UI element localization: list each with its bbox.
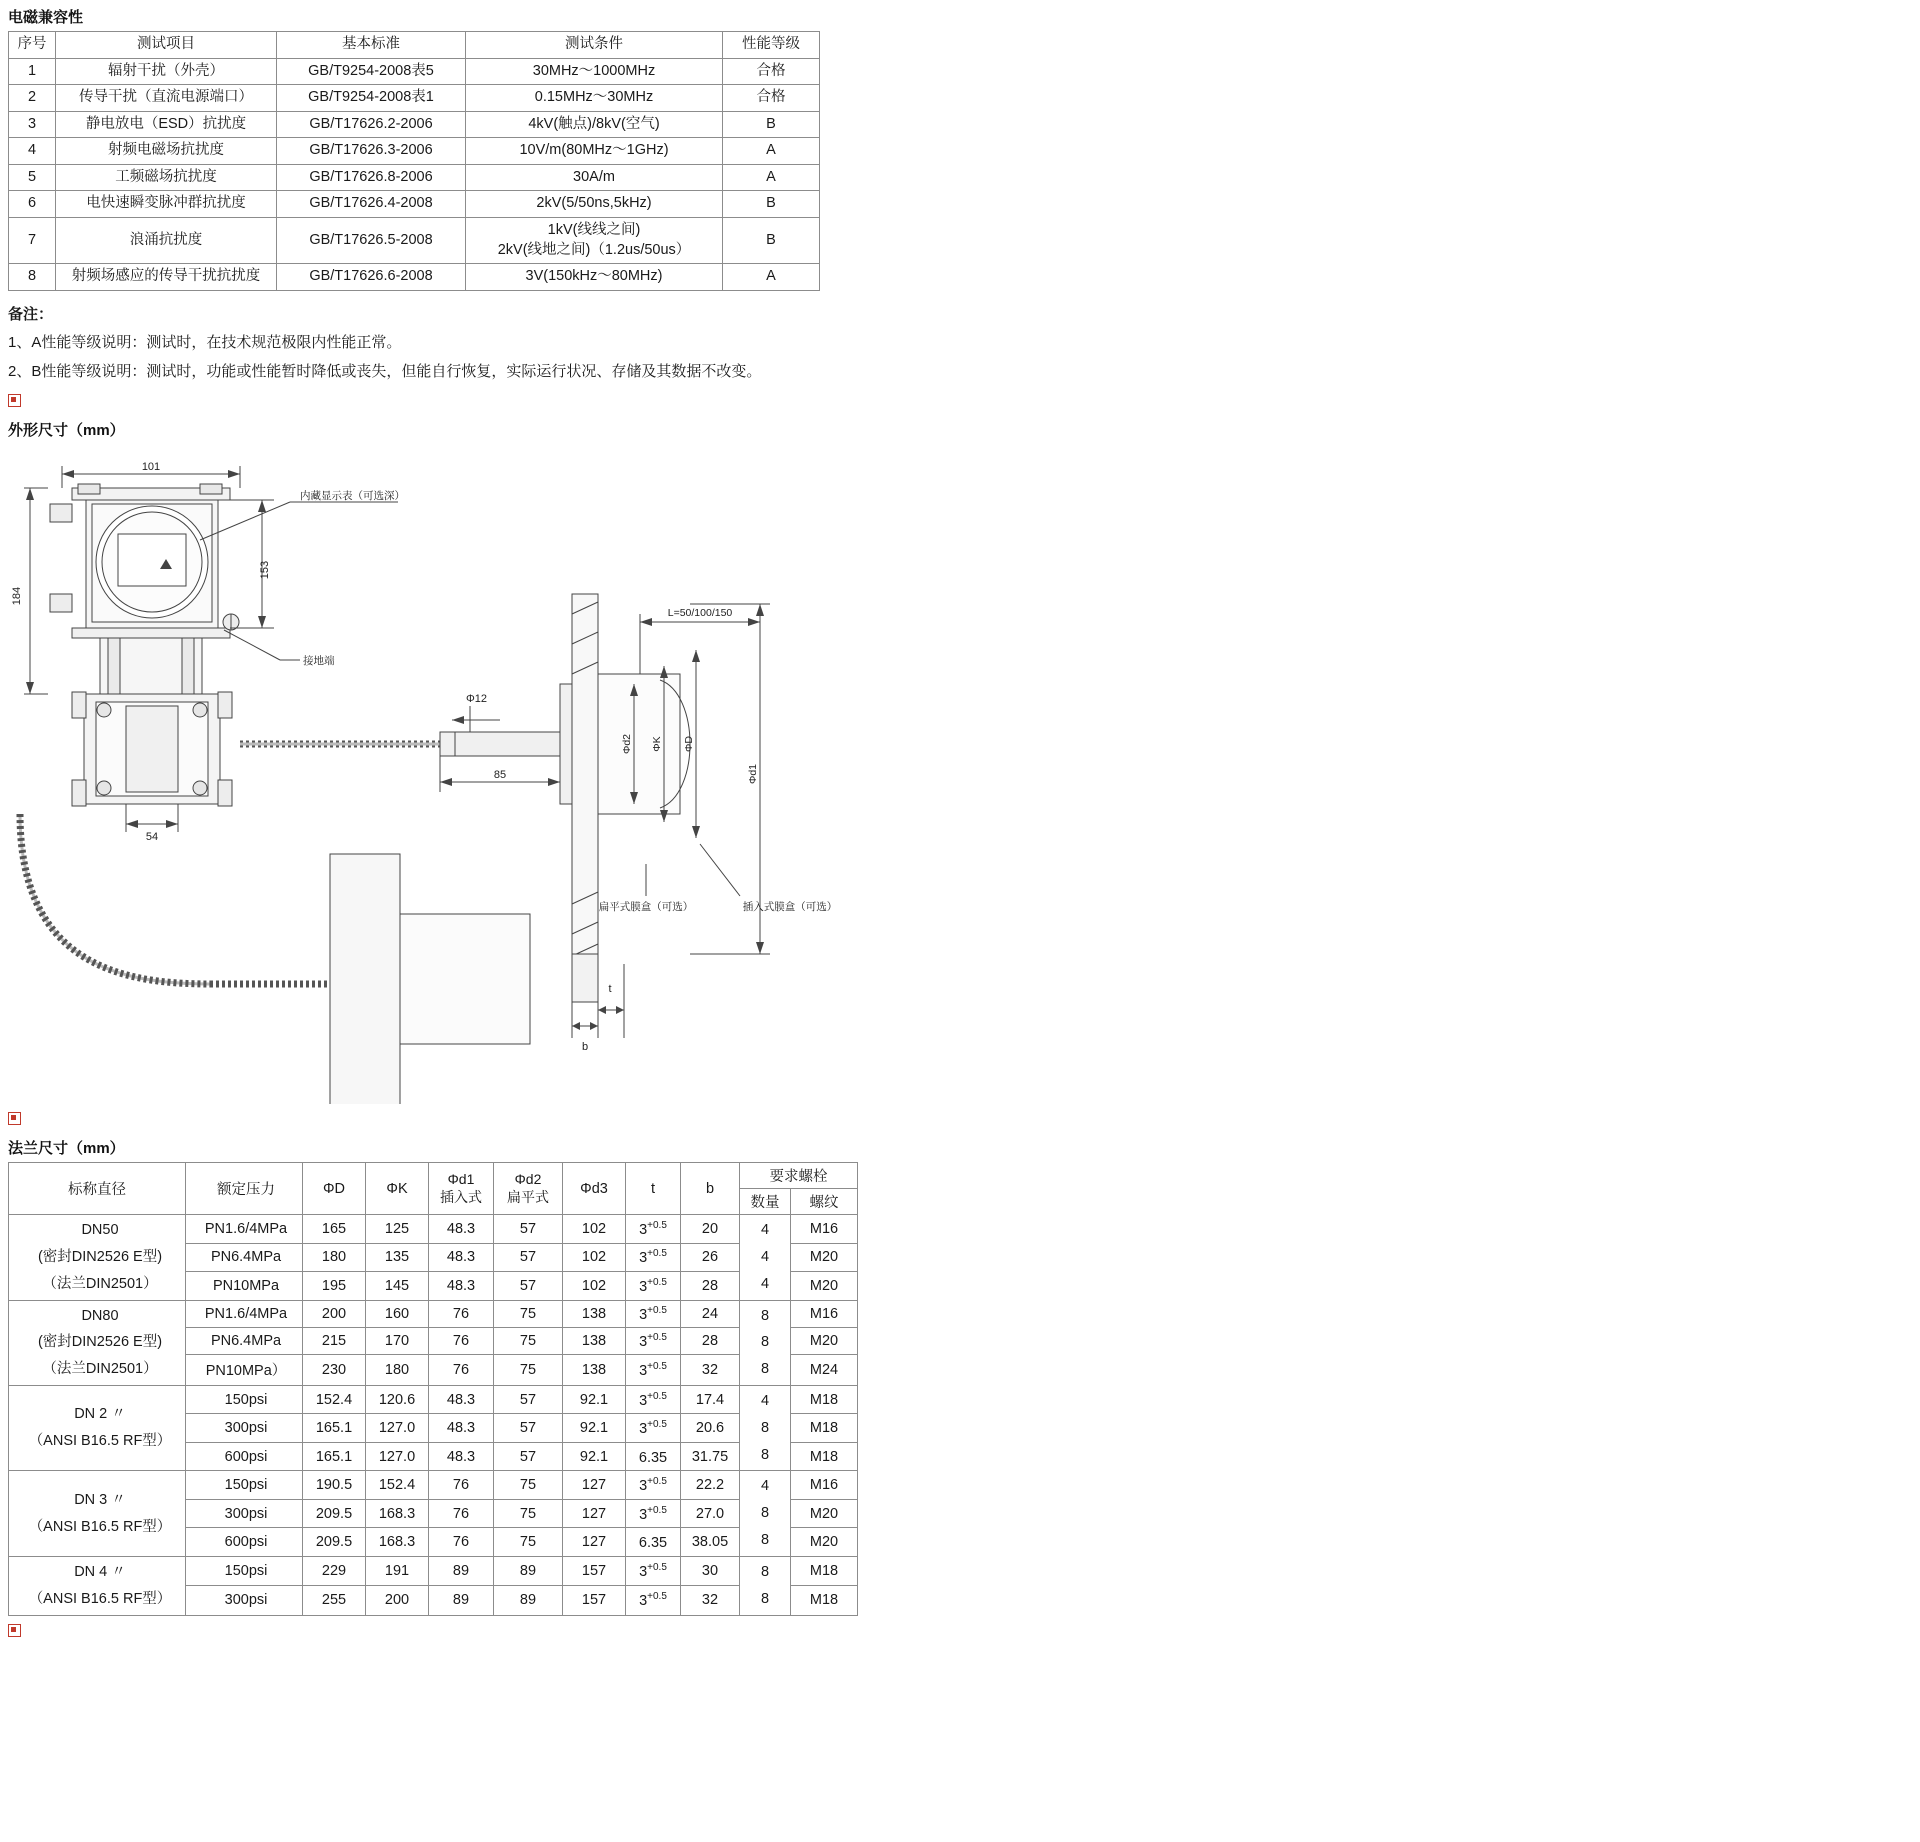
flange-cell-D: 209.5 (303, 1499, 366, 1527)
emc-cell-standard: GB/T17626.8-2006 (277, 164, 466, 191)
outline-dimension-drawing (0, 444, 1920, 1104)
flange-group-name-line1: DN50 (81, 1222, 119, 1239)
flange-header-d1-sub: 插入式 (440, 1188, 482, 1205)
flange-cell-pressure: PN10MPa (186, 1272, 303, 1301)
flange-cell-d2: 75 (494, 1499, 563, 1527)
note-line-1: 1、A性能等级说明：测试时，在技术规范极限内性能正常。 (8, 334, 402, 352)
flange-cell-b: 30 (681, 1556, 740, 1585)
flange-cell-d1: 48.3 (429, 1272, 494, 1301)
flange-cell-b: 27.0 (681, 1499, 740, 1527)
flange-cell-pressure: PN1.6/4MPa (186, 1215, 303, 1243)
emc-cell-standard: GB/T17626.5-2008 (277, 217, 466, 263)
flange-qty-1: 4 (760, 1478, 770, 1495)
flange-group-name (9, 1215, 186, 1300)
emc-section-title: 电磁兼容性 (8, 9, 84, 26)
emc-cell-grade: B (723, 217, 820, 263)
flange-cell-d1: 76 (429, 1327, 494, 1354)
flange-group-name-line2: （ANSI B16.5 RF型） (28, 1518, 172, 1535)
flange-header-d1-main: Φd1 (447, 1171, 475, 1188)
flange-cell-d1: 48.3 (429, 1243, 494, 1271)
flange-cell-pressure: 300psi (186, 1586, 303, 1615)
emc-cell-no: 5 (9, 164, 56, 191)
flange-cell-d2: 57 (494, 1386, 563, 1414)
emc-condition-line1: 1kV(线线之间) (547, 221, 641, 238)
flange-cell-b: 32 (681, 1586, 740, 1615)
flange-qty-2: 4 (760, 1248, 770, 1265)
flange-cell-D: 152.4 (303, 1386, 366, 1414)
flange-cell-d2: 57 (494, 1272, 563, 1301)
flange-cell-d2: 89 (494, 1556, 563, 1585)
emc-cell-no: 6 (9, 191, 56, 218)
flange-cell-b: 24 (681, 1300, 740, 1327)
dim-label-t: t (608, 983, 612, 996)
flange-cell-qty (740, 1471, 791, 1556)
flange-cell-t (626, 1300, 681, 1327)
emc-cell-standard: GB/T9254-2008表5 (277, 58, 466, 85)
emc-cell-condition: 0.15MHz～30MHz (466, 85, 723, 112)
flange-group-name (9, 1386, 186, 1471)
emc-cell-condition: 4kV(触点)/8kV(空气) (466, 111, 723, 138)
flange-header-bolt: 要求螺栓 (740, 1163, 858, 1189)
flange-header-D: ΦD (303, 1163, 366, 1215)
flange-cell-b: 20.6 (681, 1414, 740, 1442)
flange-cell-pressure: 150psi (186, 1556, 303, 1585)
table-row (9, 217, 820, 263)
dim-label-phiD: ΦD (683, 736, 695, 753)
flange-cell-pressure: 300psi (186, 1414, 303, 1442)
flange-cell-d1: 48.3 (429, 1442, 494, 1471)
emc-cell-item: 工频磁场抗扰度 (56, 164, 277, 191)
flange-cell-t (626, 1215, 681, 1243)
flange-cell-D: 165.1 (303, 1414, 366, 1442)
flange-qty-1: 8 (760, 1563, 770, 1580)
flange-cell-qty (740, 1386, 791, 1471)
table-row (9, 264, 820, 291)
flange-group-name (9, 1471, 186, 1556)
flange-cell-t-tol: +0.5 (647, 1331, 667, 1343)
flange-cell-K: 152.4 (366, 1471, 429, 1499)
notes-heading: 备注： (8, 305, 54, 323)
flange-cell-thread: M16 (791, 1300, 858, 1327)
emc-cell-standard: GB/T17626.4-2008 (277, 191, 466, 218)
emc-cell-no: 8 (9, 264, 56, 291)
flange-qty-3: 8 (760, 1361, 770, 1378)
flange-cell-t-tol: +0.5 (647, 1476, 667, 1488)
flange-cell-K: 125 (366, 1215, 429, 1243)
emc-cell-standard: GB/T9254-2008表1 (277, 85, 466, 112)
flange-cell-pressure: 300psi (186, 1499, 303, 1527)
flange-header-qty: 数量 (740, 1189, 791, 1215)
flange-cell-K: 145 (366, 1272, 429, 1301)
flange-cell-t-value: 3 (639, 1278, 648, 1295)
flange-cell-t-tol: +0.5 (647, 1390, 667, 1402)
emc-cell-no: 4 (9, 138, 56, 165)
emc-cell-item: 浪涌抗扰度 (56, 217, 277, 263)
emc-cell-grade: A (723, 164, 820, 191)
flange-header-d2 (494, 1163, 563, 1215)
emc-cell-condition: 10V/m(80MHz～1GHz) (466, 138, 723, 165)
flange-cell-pressure: 150psi (186, 1471, 303, 1499)
flange-cell-pressure: PN1.6/4MPa (186, 1300, 303, 1327)
flange-cell-pressure: PN6.4MPa (186, 1243, 303, 1271)
dim-label-153: 153 (259, 560, 271, 580)
emc-header-grade: 性能等级 (723, 32, 820, 59)
flange-cell-D: 165 (303, 1215, 366, 1243)
flange-cell-t (626, 1272, 681, 1301)
emc-cell-no: 2 (9, 85, 56, 112)
flange-cell-t (626, 1499, 681, 1527)
table-row (9, 1556, 858, 1585)
flange-group-name-line1: DN 4 〃 (74, 1563, 126, 1580)
flange-cell-pressure: 150psi (186, 1386, 303, 1414)
table-row (9, 1215, 858, 1243)
emc-cell-item: 传导干扰（直流电源端口） (56, 85, 277, 112)
flange-cell-thread: M20 (791, 1272, 858, 1301)
flange-cell-d3: 157 (563, 1556, 626, 1585)
flange-cell-b: 32 (681, 1354, 740, 1385)
flange-cell-t-tol: +0.5 (647, 1304, 667, 1316)
flange-qty-3: 4 (760, 1275, 770, 1292)
flange-group-name-line2: (密封DIN2526 E型) (37, 1248, 163, 1265)
flange-cell-d2: 57 (494, 1215, 563, 1243)
flange-qty-3: 8 (760, 1532, 770, 1549)
flange-group-name-line1: DN 3 〃 (74, 1491, 126, 1508)
flange-cell-thread: M16 (791, 1215, 858, 1243)
emc-cell-no: 7 (9, 217, 56, 263)
flange-group-name-line1: DN 2 〃 (74, 1406, 126, 1423)
flange-cell-K: 200 (366, 1586, 429, 1615)
flange-cell-t-value: 6.35 (638, 1449, 668, 1466)
flange-header-thread: 螺纹 (791, 1189, 858, 1215)
flange-cell-d1: 89 (429, 1556, 494, 1585)
flange-cell-D: 229 (303, 1556, 366, 1585)
flange-cell-t-value: 3 (639, 1250, 648, 1267)
flange-cell-thread: M20 (791, 1243, 858, 1271)
flange-cell-K: 120.6 (366, 1386, 429, 1414)
flange-group-name-line2: （ANSI B16.5 RF型） (28, 1590, 172, 1607)
emc-cell-item: 辐射干扰（外壳） (56, 58, 277, 85)
flange-cell-t-value: 3 (639, 1421, 648, 1438)
emc-cell-grade: 合格 (723, 58, 820, 85)
emc-cell-grade: A (723, 138, 820, 165)
flange-qty-1: 8 (760, 1307, 770, 1324)
flange-header-d2-sub: 扁平式 (507, 1188, 549, 1205)
flange-cell-t-value: 3 (639, 1333, 648, 1350)
flange-cell-thread: M18 (791, 1386, 858, 1414)
flange-cell-d2: 75 (494, 1327, 563, 1354)
dim-label-L: L=50/100/150 (667, 607, 733, 620)
flange-cell-b: 28 (681, 1272, 740, 1301)
dim-label-phid2: Φd2 (621, 734, 633, 755)
table-row (9, 58, 820, 85)
flange-cell-d3: 102 (563, 1272, 626, 1301)
flange-cell-d2: 89 (494, 1586, 563, 1615)
label-hidden-display: 内藏显示表（可选深） (300, 490, 405, 503)
dim-label-phiK: ΦK (651, 736, 663, 752)
flange-cell-t-tol: +0.5 (647, 1591, 667, 1603)
flange-cell-t-tol: +0.5 (647, 1219, 667, 1231)
flange-cell-t-tol: +0.5 (647, 1248, 667, 1260)
flange-cell-t-value: 3 (639, 1221, 648, 1238)
emc-cell-item: 静电放电（ESD）抗扰度 (56, 111, 277, 138)
flange-qty-2: 8 (760, 1334, 770, 1351)
emc-cell-condition (466, 217, 723, 263)
flange-cell-d3: 127 (563, 1528, 626, 1557)
flange-cell-d1: 76 (429, 1528, 494, 1557)
flange-cell-t-value: 3 (639, 1478, 648, 1495)
label-ground-terminal: 接地端 (303, 655, 335, 668)
flange-cell-thread: M18 (791, 1586, 858, 1615)
flange-cell-t-tol: +0.5 (647, 1276, 667, 1288)
flange-cell-t-tol: +0.5 (647, 1562, 667, 1574)
flange-qty-2: 8 (760, 1590, 770, 1607)
flange-qty-3: 8 (760, 1446, 770, 1463)
emc-header-standard: 基本标准 (277, 32, 466, 59)
emc-cell-no: 3 (9, 111, 56, 138)
flange-group-name (9, 1556, 186, 1615)
flange-cell-d3: 127 (563, 1499, 626, 1527)
emc-cell-item: 电快速瞬变脉冲群抗扰度 (56, 191, 277, 218)
flange-cell-d3: 102 (563, 1243, 626, 1271)
flange-cell-d3: 138 (563, 1300, 626, 1327)
flange-cell-thread: M24 (791, 1354, 858, 1385)
flange-cell-thread: M20 (791, 1499, 858, 1527)
flange-section-title: 法兰尺寸（mm） (8, 1140, 125, 1158)
flange-cell-t (626, 1471, 681, 1499)
flange-cell-t (626, 1386, 681, 1414)
dim-label-101: 101 (141, 461, 161, 474)
flange-header-d2-main: Φd2 (514, 1171, 542, 1188)
flange-cell-d1: 48.3 (429, 1215, 494, 1243)
table-row (9, 1471, 858, 1499)
flange-group-name-line1: DN80 (81, 1307, 119, 1324)
flange-cell-t-value: 3 (639, 1563, 648, 1580)
emc-cell-standard: GB/T17626.2-2006 (277, 111, 466, 138)
flange-group-name (9, 1300, 186, 1385)
dim-label-phid1: Φd1 (747, 764, 759, 785)
flange-header-d1 (429, 1163, 494, 1215)
flange-cell-D: 195 (303, 1272, 366, 1301)
flange-cell-t (626, 1243, 681, 1271)
emc-cell-grade: A (723, 264, 820, 291)
flange-cell-t-value: 3 (639, 1306, 648, 1323)
emc-cell-standard: GB/T17626.3-2006 (277, 138, 466, 165)
flange-cell-t (626, 1586, 681, 1615)
flange-cell-d3: 127 (563, 1471, 626, 1499)
flange-cell-thread: M20 (791, 1528, 858, 1557)
flange-cell-d2: 75 (494, 1300, 563, 1327)
emc-cell-condition: 30A/m (466, 164, 723, 191)
table-row (9, 164, 820, 191)
flange-cell-K: 127.0 (366, 1414, 429, 1442)
flange-cell-d2: 57 (494, 1414, 563, 1442)
emc-cell-grade: 合格 (723, 85, 820, 112)
flange-cell-qty (740, 1556, 791, 1615)
flange-cell-thread: M16 (791, 1471, 858, 1499)
flange-cell-d3: 92.1 (563, 1414, 626, 1442)
flange-cell-d3: 138 (563, 1327, 626, 1354)
emc-cell-condition: 2kV(5/50ns,5kHz) (466, 191, 723, 218)
table-header-row (9, 32, 820, 59)
flange-cell-d1: 48.3 (429, 1386, 494, 1414)
label-insert-diaphragm: 插入式膜盒（可选） (742, 901, 838, 914)
dim-label-b: b (581, 1041, 589, 1054)
label-flat-diaphragm: 扁平式膜盒（可选） (598, 901, 694, 914)
emc-cell-item: 射频电磁场抗扰度 (56, 138, 277, 165)
flange-cell-qty (740, 1300, 791, 1385)
emc-cell-grade: B (723, 111, 820, 138)
flange-cell-d3: 102 (563, 1215, 626, 1243)
flange-cell-D: 190.5 (303, 1471, 366, 1499)
flange-cell-d2: 75 (494, 1354, 563, 1385)
table-header-row (9, 1163, 858, 1189)
flange-cell-D: 230 (303, 1354, 366, 1385)
flange-qty-2: 8 (760, 1419, 770, 1436)
flange-cell-K: 168.3 (366, 1528, 429, 1557)
notes-block (8, 301, 1920, 387)
flange-cell-t (626, 1556, 681, 1585)
flange-cell-K: 191 (366, 1556, 429, 1585)
flange-dimension-table (8, 1162, 858, 1615)
flange-cell-D: 209.5 (303, 1528, 366, 1557)
flange-cell-pressure: PN6.4MPa (186, 1327, 303, 1354)
flange-cell-b: 38.05 (681, 1528, 740, 1557)
flange-cell-b: 20 (681, 1215, 740, 1243)
broken-image-icon (8, 394, 21, 407)
flange-group-name-line3: （法兰DIN2501） (42, 1361, 158, 1378)
flange-group-name-line2: (密封DIN2526 E型) (37, 1334, 163, 1351)
flange-qty-1: 4 (760, 1222, 770, 1239)
flange-cell-d2: 75 (494, 1528, 563, 1557)
emc-header-condition: 测试条件 (466, 32, 723, 59)
flange-header-pressure: 额定压力 (186, 1163, 303, 1215)
emc-cell-condition: 30MHz～1000MHz (466, 58, 723, 85)
flange-cell-pressure: 600psi (186, 1528, 303, 1557)
flange-cell-b: 22.2 (681, 1471, 740, 1499)
flange-cell-D: 180 (303, 1243, 366, 1271)
flange-cell-D: 165.1 (303, 1442, 366, 1471)
flange-header-t: t (626, 1163, 681, 1215)
flange-cell-D: 255 (303, 1586, 366, 1615)
flange-cell-K: 127.0 (366, 1442, 429, 1471)
dim-label-184: 184 (11, 586, 23, 606)
flange-cell-d1: 76 (429, 1499, 494, 1527)
flange-cell-pressure: PN10MPa） (186, 1354, 303, 1385)
flange-cell-D: 200 (303, 1300, 366, 1327)
flange-cell-t-value: 3 (639, 1506, 648, 1523)
flange-header-K: ΦK (366, 1163, 429, 1215)
flange-group-name-line2: （ANSI B16.5 RF型） (28, 1433, 172, 1450)
flange-cell-d2: 75 (494, 1471, 563, 1499)
emc-table (8, 31, 820, 291)
dimensions-section-title: 外形尺寸（mm） (8, 422, 125, 440)
flange-cell-b: 26 (681, 1243, 740, 1271)
flange-cell-t-tol: +0.5 (647, 1504, 667, 1516)
flange-cell-K: 180 (366, 1354, 429, 1385)
flange-qty-1: 4 (760, 1393, 770, 1409)
table-row (9, 85, 820, 112)
table-row (9, 191, 820, 218)
emc-cell-no: 1 (9, 58, 56, 85)
flange-cell-K: 170 (366, 1327, 429, 1354)
broken-image-icon-3 (8, 1624, 21, 1637)
emc-condition-line2: 2kV(线地之间)（1.2us/50us） (497, 241, 691, 258)
broken-image-icon-2 (8, 1112, 21, 1125)
flange-cell-thread: M18 (791, 1414, 858, 1442)
note-line-2: 2、B性能等级说明：测试时，功能或性能暂时降低或丧失，但能自行恢复，实际运行状况、存储及其数据不改变。 (8, 362, 762, 380)
dim-label-phi12: Φ12 (466, 693, 488, 706)
flange-qty-2: 8 (760, 1505, 770, 1522)
table-row (9, 1300, 858, 1327)
emc-cell-item: 射频场感应的传导干扰抗扰度 (56, 264, 277, 291)
flange-cell-t (626, 1528, 681, 1557)
flange-cell-d1: 76 (429, 1300, 494, 1327)
flange-cell-t-value: 6.35 (638, 1535, 668, 1552)
emc-header-item: 测试项目 (56, 32, 277, 59)
flange-cell-d3: 138 (563, 1354, 626, 1385)
flange-cell-t (626, 1414, 681, 1442)
emc-header-no: 序号 (9, 32, 56, 59)
flange-cell-D: 215 (303, 1327, 366, 1354)
flange-cell-b: 28 (681, 1327, 740, 1354)
dim-label-85: 85 (493, 769, 507, 782)
flange-cell-d2: 57 (494, 1442, 563, 1471)
flange-cell-t-tol: +0.5 (647, 1361, 667, 1373)
flange-cell-d1: 48.3 (429, 1414, 494, 1442)
flange-cell-K: 168.3 (366, 1499, 429, 1527)
table-row (9, 1386, 858, 1414)
document-page (0, 6, 1920, 1643)
flange-header-b: b (681, 1163, 740, 1215)
flange-cell-thread: M18 (791, 1442, 858, 1471)
flange-cell-t (626, 1327, 681, 1354)
flange-cell-thread: M20 (791, 1327, 858, 1354)
flange-cell-qty (740, 1215, 791, 1300)
flange-cell-K: 160 (366, 1300, 429, 1327)
dim-label-54: 54 (145, 831, 159, 844)
flange-cell-d3: 92.1 (563, 1386, 626, 1414)
flange-group-name-line3: （法兰DIN2501） (42, 1275, 158, 1292)
flange-cell-d3: 157 (563, 1586, 626, 1615)
emc-cell-grade: B (723, 191, 820, 218)
flange-cell-t-value: 3 (639, 1362, 648, 1379)
flange-cell-b: 31.75 (681, 1442, 740, 1471)
emc-cell-standard: GB/T17626.6-2008 (277, 264, 466, 291)
table-row (9, 138, 820, 165)
flange-cell-t-tol: +0.5 (647, 1419, 667, 1431)
flange-cell-t-value: 3 (639, 1593, 648, 1610)
flange-cell-b: 17.4 (681, 1386, 740, 1414)
flange-cell-thread: M18 (791, 1556, 858, 1585)
flange-cell-d3: 92.1 (563, 1442, 626, 1471)
flange-cell-t-value: 3 (639, 1392, 648, 1409)
flange-header-name: 标称直径 (9, 1163, 186, 1215)
flange-cell-K: 135 (366, 1243, 429, 1271)
flange-cell-d1: 76 (429, 1354, 494, 1385)
flange-cell-d2: 57 (494, 1243, 563, 1271)
flange-cell-t (626, 1354, 681, 1385)
flange-cell-t (626, 1442, 681, 1471)
flange-header-d3: Φd3 (563, 1163, 626, 1215)
table-row (9, 111, 820, 138)
flange-cell-pressure: 600psi (186, 1442, 303, 1471)
flange-cell-d1: 89 (429, 1586, 494, 1615)
emc-cell-condition: 3V(150kHz～80MHz) (466, 264, 723, 291)
flange-cell-d1: 76 (429, 1471, 494, 1499)
